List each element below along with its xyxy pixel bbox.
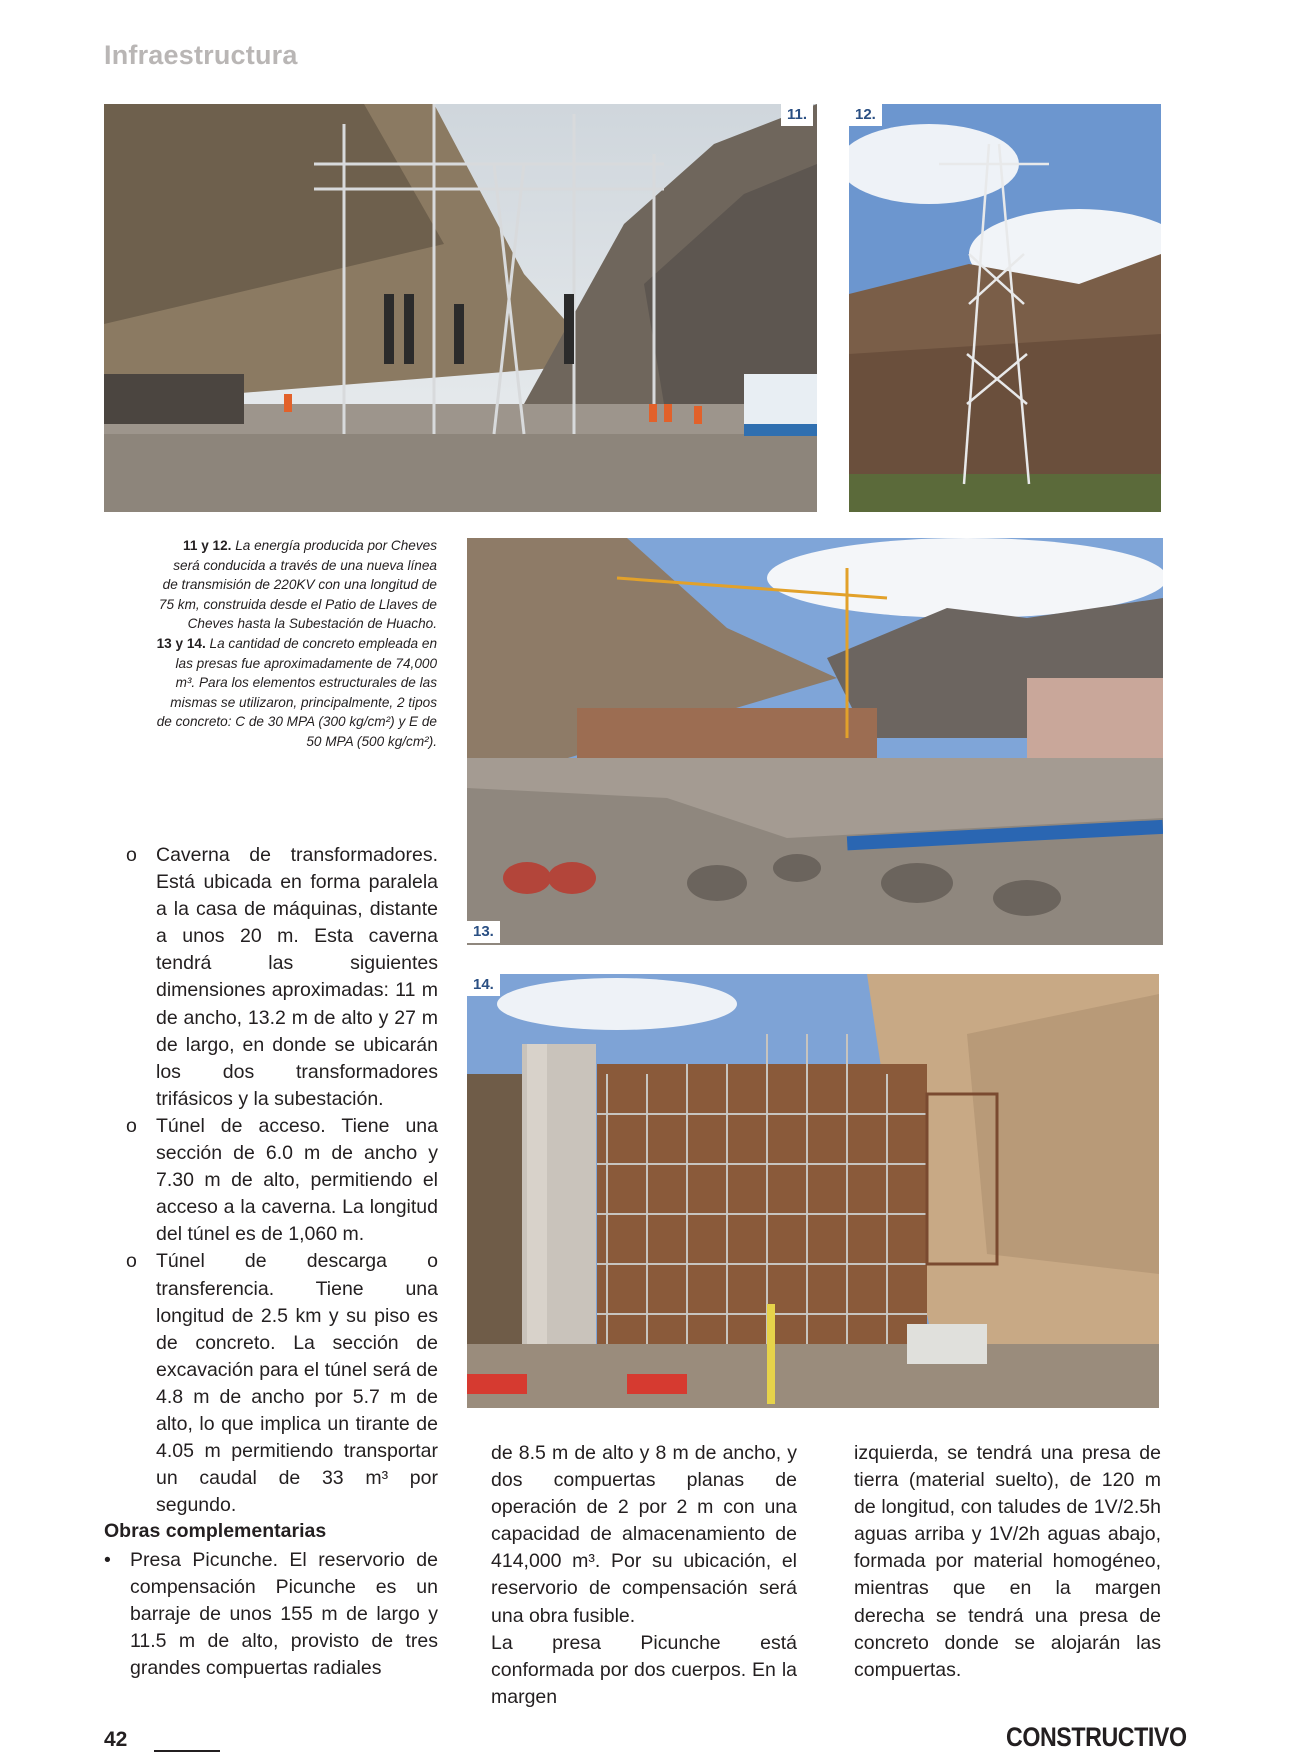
list-item-text: Caverna de transformadores. Está ubicada en forma paralela a la casa de máquinas, distante a unos 20 m. Esta caverna tendrá las siguientes dimensiones aproximadas: 11 m de ancho, 13.2 m de alto y 27 m de largo, en donde se ubicarán los dos transformadores trifásicos y la subestación. [156,844,438,1110]
list-item-text: Túnel de acceso. Tiene una sección de 6.0 m de ancho y 7.30 m de alto, permitiendo el acceso a la caverna. La longitud del túnel es de 1,060 m. [156,1114,438,1246]
photo-dams [467,538,1163,945]
list-item [126,842,438,1113]
photo-works-image [467,974,1159,1408]
list-marker: o [126,1250,137,1273]
col2-paragraph-2: La presa Picunche está conformada por dos cuerpos. En la margen [491,1631,797,1708]
caption-lead-11-12: 11 y 12. [183,538,232,553]
figure-number-14: 14. [467,974,500,996]
list-item-text: Túnel de descarga o transferencia. Tiene una longitud de 2.5 km y su piso es de concreto. La sección de excavación para el túnel será de 4.8 m de ancho por 5.7 m de alto, lo que implica un tirante de 4.05 m permitiendo transportar un caudal de 33 m³ por segundo. [156,1250,438,1517]
caption-text-13-14: La cantidad de concreto empleada en las presas fue aproximadamente de 74,000 m³. Para los elementos estructurales de las mismas se utilizaron, principalmente, 2 tipos de concreto: C de 30 MPA (300 kg/cm²) y E de 50 MPA (500 kg/cm²). [156,635,437,749]
figure-number-12: 12. [849,104,882,126]
photo-transmission-tower [849,104,1161,512]
obras-bullet [104,1547,438,1682]
text-column-2 [491,1440,797,1711]
photo-dams-image [467,538,1163,945]
list-item [126,1248,438,1519]
caption-lead-13-14: 13 y 14. [156,635,206,651]
photo-substation-image [104,104,817,512]
bullet-marker: • [104,1549,111,1571]
page-number: 42 [104,1728,128,1751]
figure-number-13: 13. [467,921,500,943]
caption-text-11-12: La energía producida por Cheves será conducida a través de una nueva línea de transmisión de 220KV con una longitud de 75 km, construida desde el Patio de Llaves de Cheves hasta la Subestación de Huacho. [158,538,437,632]
list-marker: o [126,844,137,866]
footer-rule [154,1750,220,1752]
photo-tower-image [849,104,1161,512]
list-marker: o [126,1114,137,1137]
col2-paragraph-1: de 8.5 m de alto y 8 m de ancho, y dos compuertas planas de operación de 2 por 2 m con una capacidad de almacenamiento de 414,000 m³. Por su ubicación, el reservorio de compensación será una obra fusible. [491,1442,797,1627]
figure-number-11: 11. [781,104,813,126]
list-item [126,1113,438,1248]
section-title: Infraestructura [104,40,298,70]
col3-paragraph-1: izquierda, se tendrá una presa de tierra (material suelto), de 120 m de longitud, con taludes de 1V/2.5h aguas arriba y 1V/2h aguas abajo, formada por material homogéneo, mientras que en la margen derecha se tendrá una presa de concreto donde se alojarán las compuertas. [854,1442,1161,1681]
figure-caption [155,536,437,752]
works-list [126,842,438,1519]
brand-logo: CONSTRUCTIVO [1006,1722,1187,1752]
text-column-3 [854,1440,1161,1684]
subheading-obras: Obras complementarias [104,1520,327,1542]
bullet-text: Presa Picunche. El reservorio de compensación Picunche es un barraje de unos 155 m de largo y 11.5 m de alto, provisto de tres grandes compuertas radiales [130,1549,438,1680]
photo-substation [104,104,817,512]
bullet-item [104,1547,438,1682]
photo-concrete-works [467,974,1159,1408]
